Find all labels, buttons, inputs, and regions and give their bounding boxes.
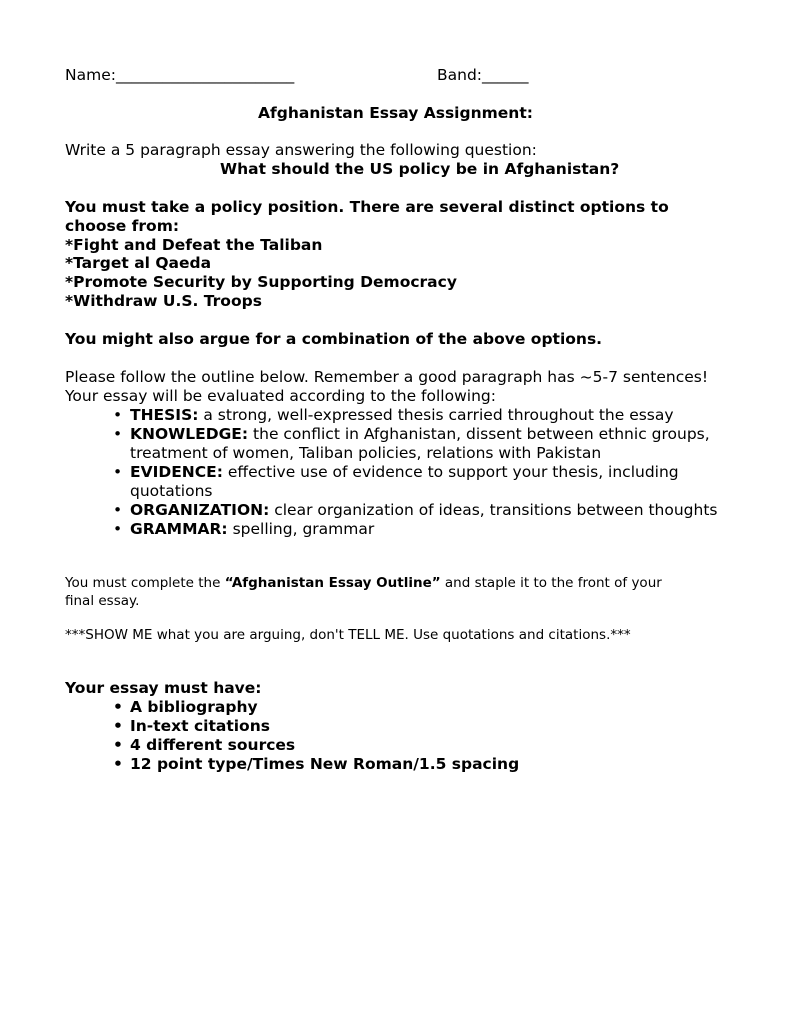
requirement-item [110,698,519,717]
band-field-label: Band:______ [437,66,529,84]
requirements-list [110,698,519,774]
requirement-text: A bibliography [130,698,258,716]
bullet-icon: • [113,736,123,754]
criteria-continuation: quotations [130,482,213,500]
criteria-item [110,463,718,501]
criteria-text: clear organization of ideas, transitions between thoughts [269,501,718,519]
policy-option: *Target al Qaeda [65,254,212,272]
policy-option: *Promote Security by Supporting Democracy [65,273,457,291]
prompt-intro: Write a 5 paragraph essay answering the following question: [65,141,537,159]
combination-note: You might also argue for a combination of the above options. [65,330,603,348]
requirement-text: In-text citations [130,717,270,735]
criteria-item [110,425,718,463]
bullet-icon: • [113,501,123,519]
requirement-item [110,717,519,736]
criteria-list [110,406,718,539]
requirement-item [110,755,519,774]
bullet-icon: • [113,406,123,424]
outline-instruction-text: You must complete the [65,575,225,591]
policy-option: *Fight and Defeat the Taliban [65,236,323,254]
outline-note-line-2: Your essay will be evaluated according to the following: [65,387,496,405]
criteria-item [110,406,718,425]
outline-instruction-line-2: final essay. [65,593,140,609]
bullet-icon: • [113,463,123,481]
criteria-text: the conflict in Afghanistan, dissent between ethnic groups, [248,425,710,443]
criteria-term: GRAMMAR: [130,520,228,538]
criteria-text: a strong, well-expressed thesis carried throughout the essay [198,406,674,424]
policy-intro-line-2: choose from: [65,217,180,235]
essay-question: What should the US policy be in Afghanistan? [220,160,620,178]
requirement-text: 12 point type/Times New Roman/1.5 spacing [130,755,520,773]
bullet-icon: • [113,520,123,538]
requirement-text: 4 different sources [130,736,296,754]
bullet-icon: • [113,755,123,773]
criteria-term: KNOWLEDGE: [130,425,249,443]
criteria-item [110,520,718,539]
outline-note-line-1: Please follow the outline below. Remember a good paragraph has ~5-7 sentences! [65,368,709,386]
bullet-icon: • [113,717,123,735]
criteria-continuation: treatment of women, Taliban policies, relations with Pakistan [130,444,602,462]
bullet-icon: • [113,698,123,716]
outline-instruction-text: and staple it to the front of your [440,575,662,591]
name-field-label: Name:_______________________ [65,66,295,84]
policy-option: *Withdraw U.S. Troops [65,292,262,310]
outline-document-name: “Afghanistan Essay Outline” [224,575,441,591]
criteria-term: EVIDENCE: [130,463,223,481]
show-me-note: ***SHOW ME what you are arguing, don't TELL ME. Use quotations and citations.*** [65,627,631,643]
outline-instruction-line-1 [65,574,662,592]
criteria-term: THESIS: [130,406,199,424]
criteria-text: effective use of evidence to support your thesis, including [222,463,679,481]
criteria-term: ORGANIZATION: [130,501,270,519]
requirement-item [110,736,519,755]
criteria-item [110,501,718,520]
policy-intro-line-1: You must take a policy position. There are several distinct options to [65,198,669,216]
criteria-text: spelling, grammar [227,520,375,538]
requirements-heading: Your essay must have: [65,679,262,697]
page-title: Afghanistan Essay Assignment: [258,104,533,122]
bullet-icon: • [113,425,123,443]
